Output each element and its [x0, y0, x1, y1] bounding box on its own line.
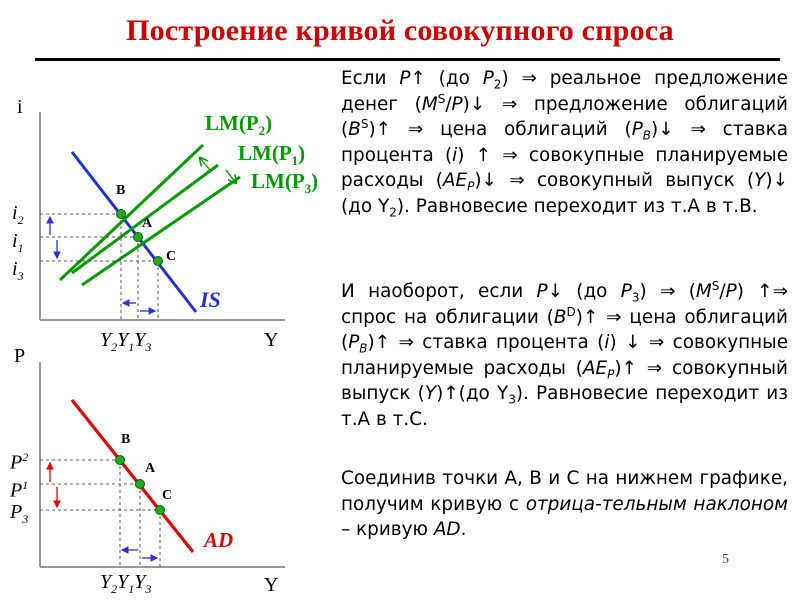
bottom-point-c-label: C — [162, 488, 173, 503]
paragraph-price-decrease: И наоборот, если P↓ (до $P_3$) ⇒ $(M^S/P)$ ↑⇒ спрос на облигации $(B^D)↑$ ⇒ цена облигаций $(P_B)↑$ ⇒ ставка процента (i) ↓ ⇒ совокупные планируемые расходы $(AE_P)↑$ ⇒ совокупный выпуск (Y)↑(до $Y_3$). Равновесие переходит из т.А в т.С. — [341, 278, 789, 430]
lm-shift-arrow-up — [200, 158, 210, 170]
price-axis-labels: $P^2$ $P^1$ $P_3$ — [10, 450, 29, 527]
lm-shift-arrow-down — [226, 170, 236, 183]
bottom-y-axis-label: P — [14, 345, 26, 367]
top-output-labels: $Y_2Y_1Y_3$ — [100, 329, 152, 354]
bottom-output-labels: $Y_2Y_1Y_3$ — [100, 571, 152, 596]
bottom-graph — [40, 362, 285, 567]
ad-label: AD — [204, 528, 234, 552]
bottom-point-b — [116, 456, 125, 465]
lm-p2-label: $LM(P_2)$ — [205, 111, 273, 139]
page-number: 5 — [722, 552, 729, 567]
is-lm-ad-diagram — [0, 0, 340, 600]
slide-title: Построение кривой совокупного спроса — [126, 14, 674, 47]
ad-curve — [72, 400, 193, 552]
top-point-a — [134, 233, 143, 242]
top-point-c — [154, 257, 163, 266]
paragraph-conclusion: Соединив точки А, В и С на нижнем графике, получим кривую с отрица-тельным наклоном – кривую AD. — [341, 468, 788, 541]
bottom-point-a-label: A — [145, 461, 156, 476]
bottom-point-c — [156, 506, 165, 515]
top-point-b-label: B — [116, 183, 126, 198]
lm-p3-label: $LM(P_3)$ — [251, 169, 319, 197]
top-x-axis-label: Y — [264, 329, 279, 351]
top-point-b — [117, 210, 126, 219]
rate-axis-labels: $i_2$ $i_1$ $i_3$ — [12, 202, 24, 283]
top-point-c-label: C — [166, 249, 177, 264]
top-y-axis-label: i — [17, 96, 23, 118]
bottom-x-axis-label: Y — [264, 574, 279, 596]
lm-p1-label: $LM(P_1)$ — [238, 141, 306, 169]
top-point-a-label: A — [142, 216, 153, 231]
is-label: IS — [200, 287, 221, 312]
bottom-point-a — [136, 480, 145, 489]
is-curve — [72, 152, 196, 312]
paragraph-price-increase: Если P↑ (до $P_2$) ⇒ реальное предложение денег $(M^S/P)↓$ ⇒ предложение облигаций $(B^S)↑$ ⇒ цена облигаций $(P_B)↓$ ⇒ ставка процента (i) ↑ ⇒ совокупные планируемые расходы $(AE_P)↓$ ⇒ совокупный выпуск (Y)↓ (до $Y_2$). Равновесие переходит из т.А в т.В. — [341, 68, 789, 220]
bottom-point-b-label: B — [121, 432, 131, 447]
